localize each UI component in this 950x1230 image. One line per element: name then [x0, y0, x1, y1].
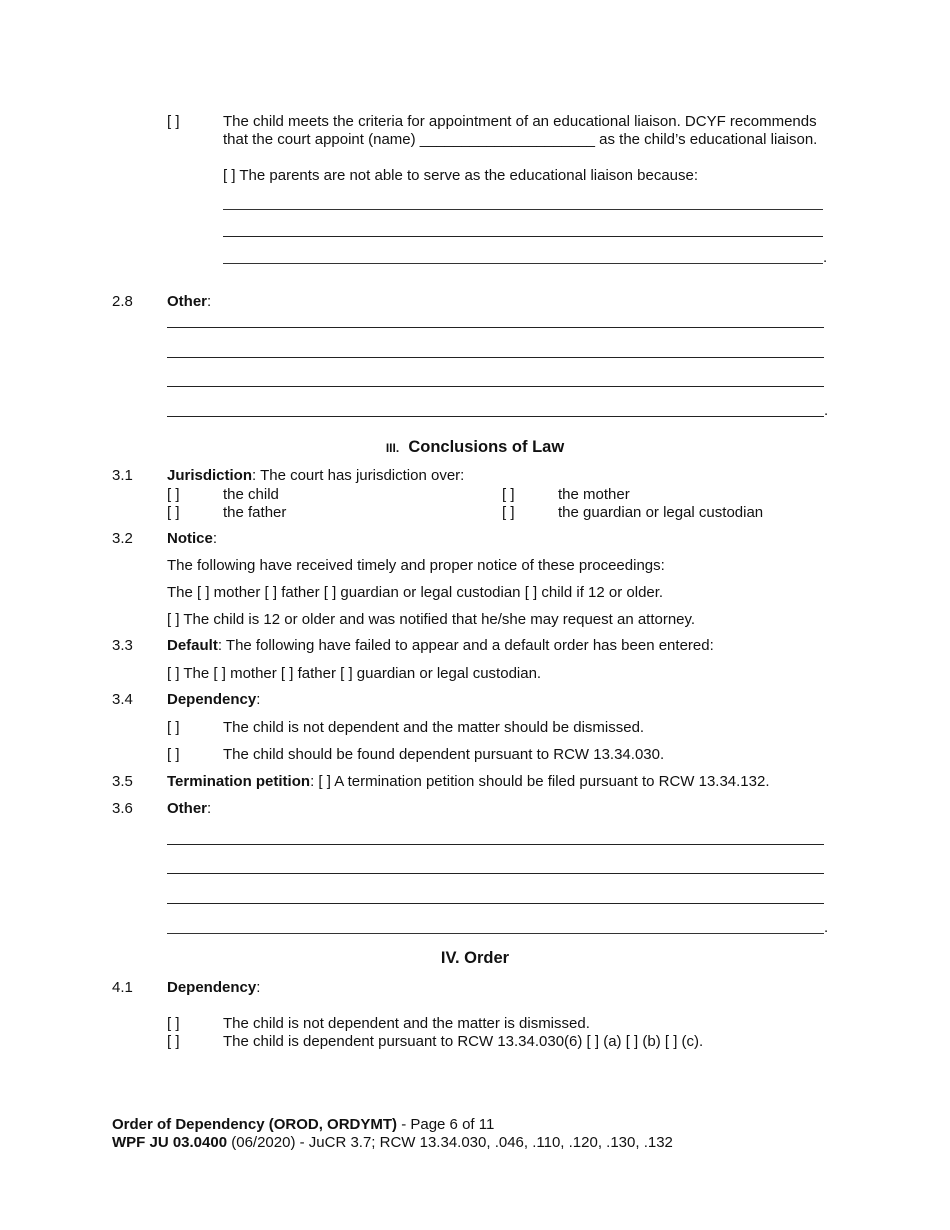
- reason-line-2[interactable]: [223, 236, 823, 237]
- jurisdiction-mother-checkbox[interactable]: [ ]: [502, 486, 515, 503]
- section-3-6-number: 3.6: [112, 800, 133, 817]
- section-3-1-number: 3.1: [112, 467, 133, 484]
- notice-line-1: The following have received timely and proper notice of these proceedings:: [167, 557, 665, 574]
- other-2-8-line-4[interactable]: [167, 416, 824, 417]
- liaison-text-line2: that the court appoint (name) _____________________ as the child’s educational liaison.: [223, 131, 818, 148]
- other-2-8-line-3[interactable]: [167, 386, 824, 387]
- order-dependent-checkbox[interactable]: [ ]: [167, 1033, 180, 1050]
- section-2-8-title: Other:: [167, 293, 212, 310]
- order-not-dependent-checkbox[interactable]: [ ]: [167, 1015, 180, 1032]
- jurisdiction-father-checkbox[interactable]: [ ]: [167, 504, 180, 521]
- section-3-5-number: 3.5: [112, 773, 133, 790]
- found-dependent-label: The child should be found dependent pursuant to RCW 13.34.030.: [223, 746, 665, 763]
- section-3-3-number: 3.3: [112, 637, 133, 654]
- order-dependent-label: The child is dependent pursuant to RCW 13.34.030(6) [ ] (a) [ ] (b) [ ] (c).: [223, 1033, 704, 1050]
- other-2-8-line-2[interactable]: [167, 357, 824, 358]
- default-line-2: [ ] The [ ] mother [ ] father [ ] guardian or legal custodian.: [167, 665, 542, 682]
- reason-period: .: [823, 249, 828, 266]
- other-2-8-line-1[interactable]: [167, 327, 824, 328]
- other-3-6-title: Other:: [167, 800, 212, 817]
- footer-form-citation: WPF JU 03.0400 (06/2020) - JuCR 3.7; RCW 13.34.030, .046, .110, .120, .130, .132: [112, 1134, 673, 1151]
- other-3-6-period: .: [824, 919, 829, 936]
- section-3-2-number: 3.2: [112, 530, 133, 547]
- section-4-1-number: 4.1: [112, 979, 133, 996]
- jurisdiction-child-checkbox[interactable]: [ ]: [167, 486, 180, 503]
- section-3-heading: III. Conclusions of Law: [385, 438, 565, 456]
- parents-unable-text: [ ] The parents are not able to serve as the educational liaison because:: [223, 167, 699, 184]
- dependency-4-1-title: Dependency:: [167, 979, 261, 996]
- other-3-6-line-4[interactable]: [167, 933, 824, 934]
- other-3-6-line-3[interactable]: [167, 903, 824, 904]
- jurisdiction-guardian-label: the guardian or legal custodian: [558, 504, 764, 521]
- jurisdiction-father-label: the father: [223, 504, 287, 521]
- order-not-dependent-label: The child is not dependent and the matter is dismissed.: [223, 1015, 590, 1032]
- other-3-6-line-2[interactable]: [167, 873, 824, 874]
- jurisdiction-mother-label: the mother: [558, 486, 630, 503]
- jurisdiction-guardian-checkbox[interactable]: [ ]: [502, 504, 515, 521]
- not-dependent-checkbox[interactable]: [ ]: [167, 719, 180, 736]
- liaison-text-line1: The child meets the criteria for appointment of an educational liaison. DCYF recommends: [223, 113, 817, 130]
- section-2-8-number: 2.8: [112, 293, 133, 310]
- dependency-3-4-title: Dependency:: [167, 691, 261, 708]
- found-dependent-checkbox[interactable]: [ ]: [167, 746, 180, 763]
- notice-line-3: [ ] The child is 12 or older and was notified that he/she may request an attorney.: [167, 611, 696, 628]
- not-dependent-label: The child is not dependent and the matter should be dismissed.: [223, 719, 645, 736]
- reason-line-3[interactable]: [223, 263, 823, 264]
- reason-line-1[interactable]: [223, 209, 823, 210]
- notice-title: Notice:: [167, 530, 218, 547]
- liaison-checkbox[interactable]: [ ]: [167, 113, 180, 130]
- jurisdiction-child-label: the child: [223, 486, 279, 503]
- footer-form-title: Order of Dependency (OROD, ORDYMT) - Page 6 of 11: [112, 1116, 495, 1133]
- other-3-6-line-1[interactable]: [167, 844, 824, 845]
- section-3-4-number: 3.4: [112, 691, 133, 708]
- other-2-8-period: .: [824, 402, 829, 419]
- default-text: Default: The following have failed to appear and a default order has been entered:: [167, 637, 714, 654]
- jurisdiction-text: Jurisdiction: The court has jurisdiction over:: [167, 467, 465, 484]
- notice-line-2: The [ ] mother [ ] father [ ] guardian or legal custodian [ ] child if 12 or older.: [167, 584, 664, 601]
- section-4-heading: IV. Order: [440, 949, 510, 967]
- termination-petition-text: Termination petition: [ ] A termination petition should be filed pursuant to RCW 13.34.132.: [167, 773, 770, 790]
